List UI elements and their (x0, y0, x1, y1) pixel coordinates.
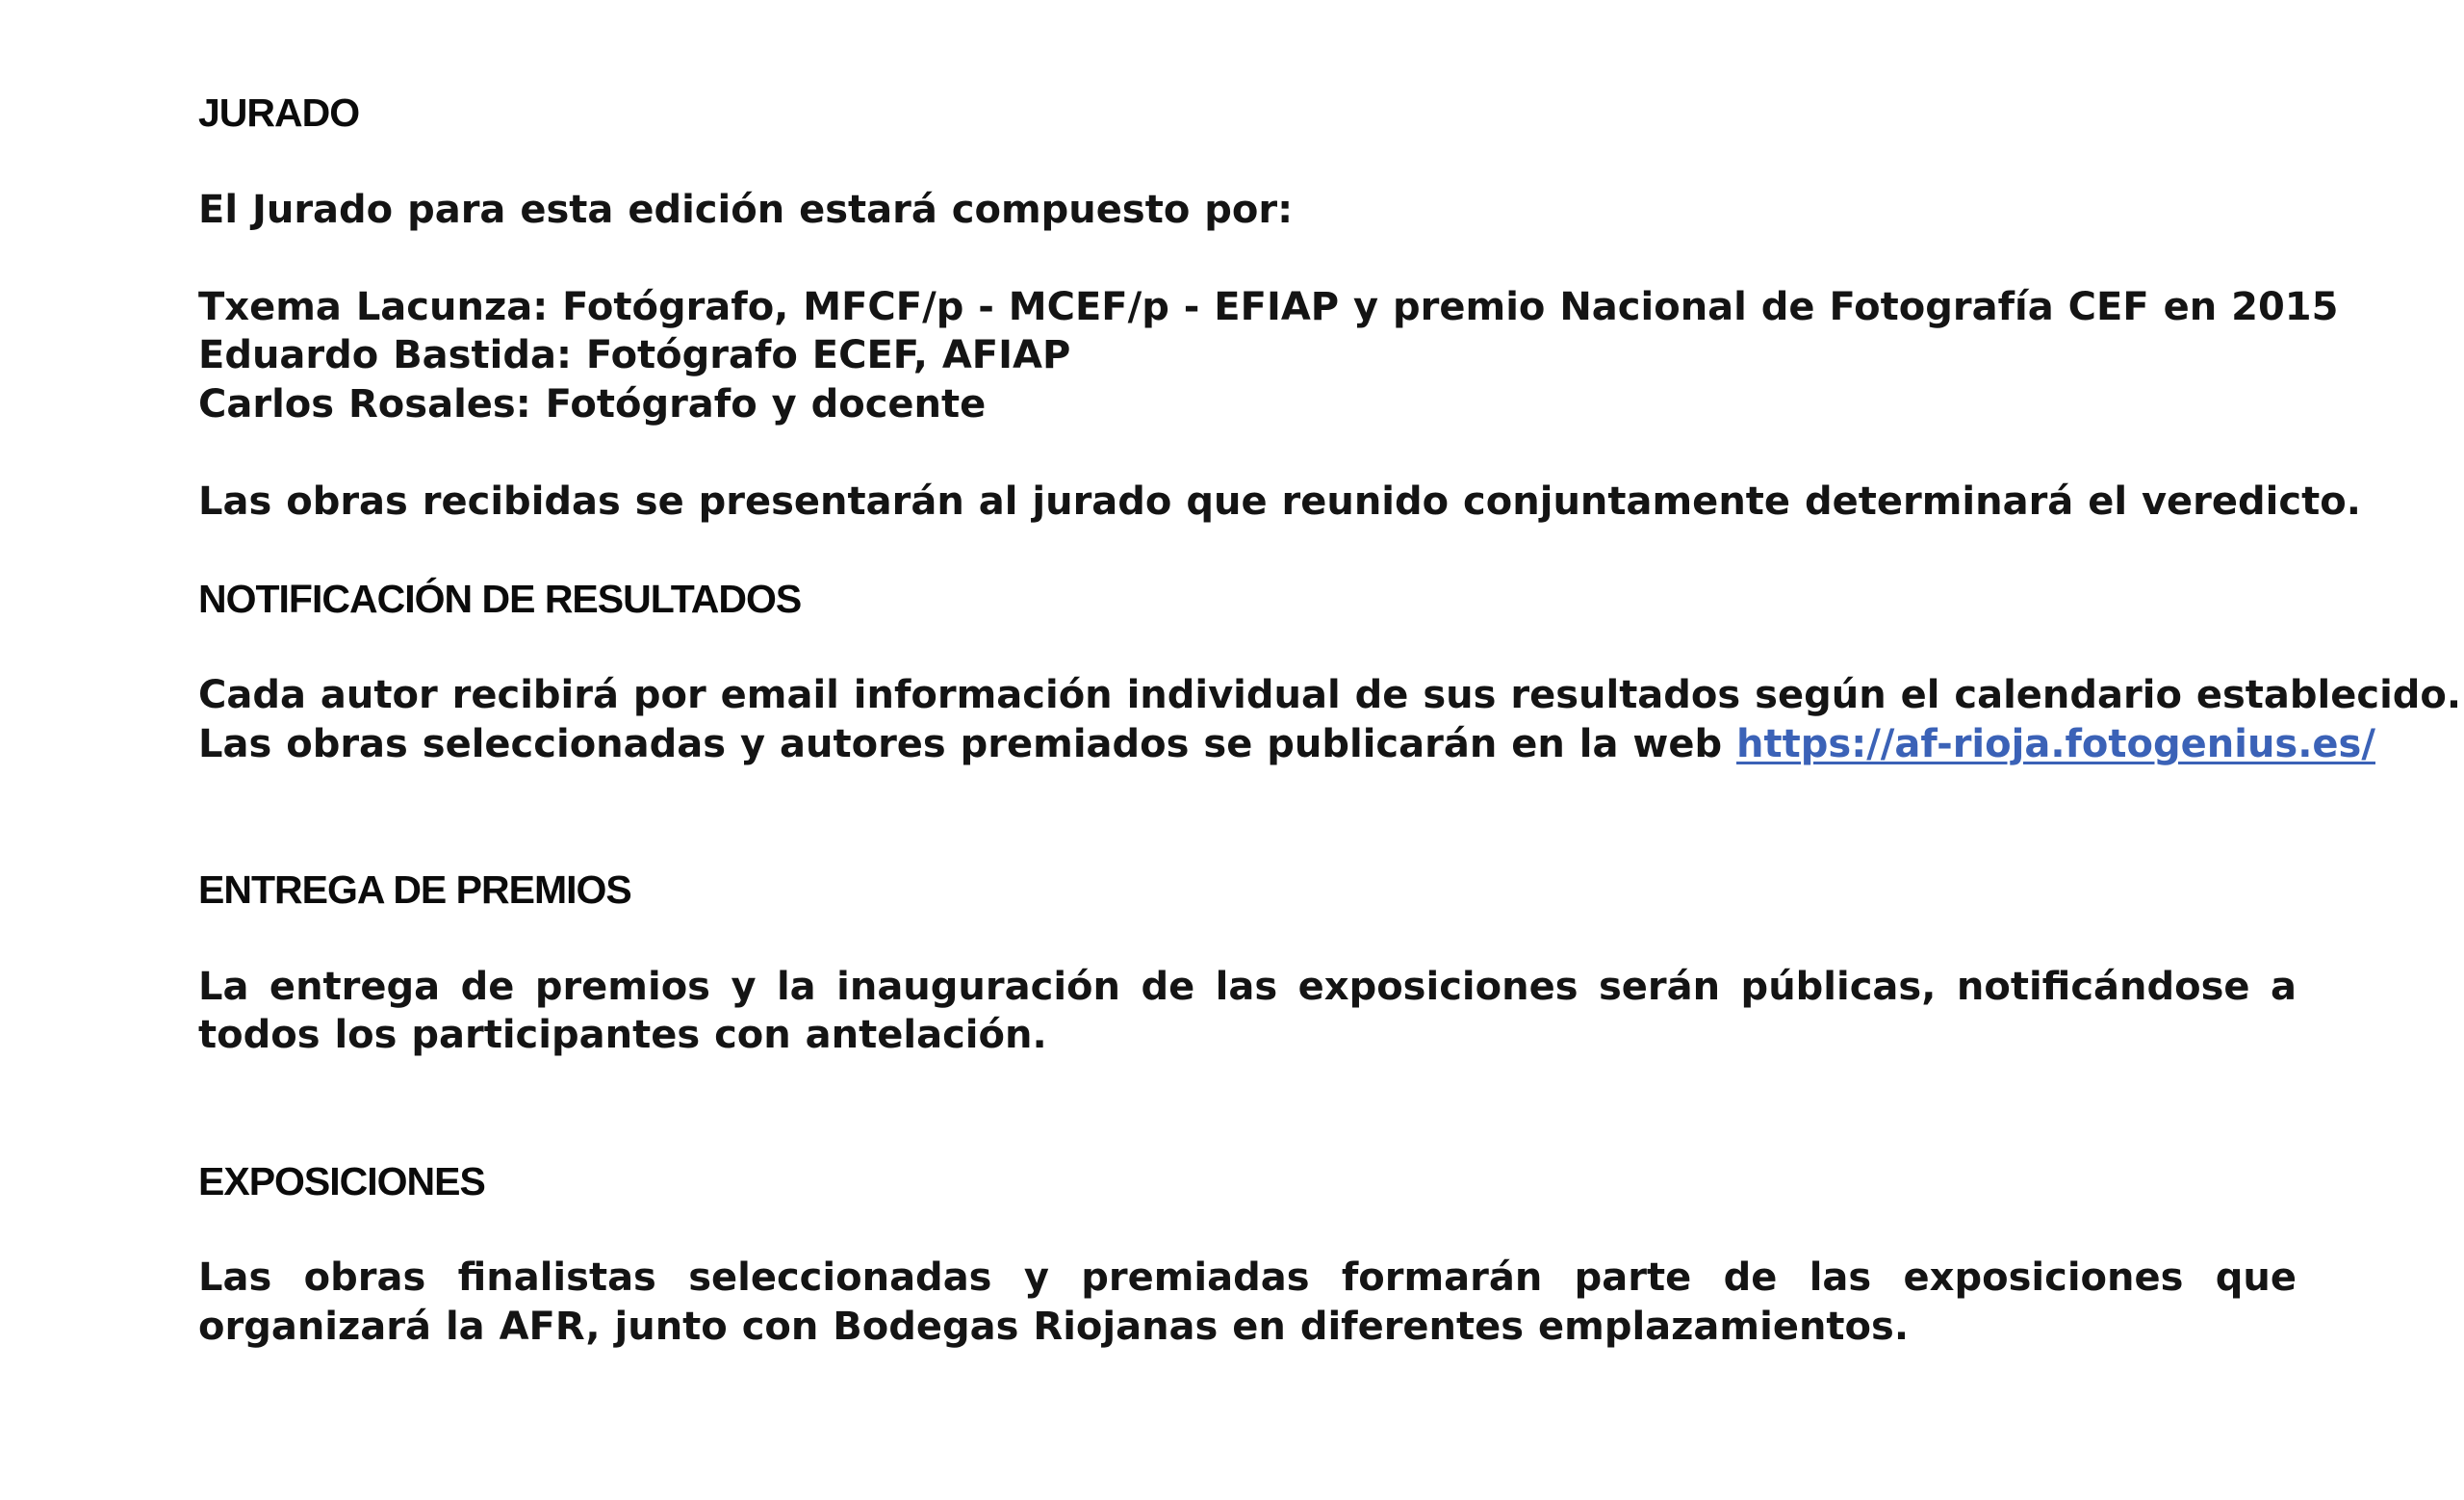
jury-member: Txema Lacunza: Fotógrafo, MFCF/p - MCEF/p - EFIAP y premio Nacional de Fotografía CEF en 2015 (198, 284, 2339, 329)
jurado-intro: El Jurado para esta edición estará compuesto por: (198, 187, 1294, 232)
website-link[interactable]: https://af-rioja.fotogenius.es/ (1736, 721, 2375, 766)
notificacion-line-2 (198, 720, 2375, 769)
entrega-text: La entrega de premios y la inauguración de las exposiciones serán públicas, notificándose a todos los participantes con antelación. (198, 964, 2297, 1057)
notificacion-line-2-text: Las obras seleccionadas y autores premiados se publicarán en la web (198, 721, 1737, 766)
heading-notificacion: NOTIFICACIÓN DE RESULTADOS (198, 576, 802, 621)
jurado-closing: Las obras recibidas se presentarán al jurado que reunido conjuntamente determinará el veredicto. (198, 478, 2361, 524)
heading-jurado: JURADO (198, 91, 360, 135)
heading-entrega: ENTREGA DE PREMIOS (198, 867, 631, 912)
heading-exposiciones: EXPOSICIONES (198, 1158, 485, 1203)
jury-members-list (198, 283, 2339, 429)
jury-member: Carlos Rosales: Fotógrafo y docente (198, 381, 987, 427)
notificacion-line-1: Cada autor recibirá por email información individual de sus resultados según el calendario establecido. (198, 673, 2462, 717)
exposiciones-text: Las obras finalistas seleccionadas y premiadas formarán parte de las exposiciones que organizará la AFR, junto con Bodegas Riojanas en diferentes emplazamientos. (198, 1255, 2297, 1349)
jury-member: Eduardo Bastida: Fotógrafo ECEF, AFIAP (198, 333, 1071, 377)
document-page (198, 89, 2462, 1351)
